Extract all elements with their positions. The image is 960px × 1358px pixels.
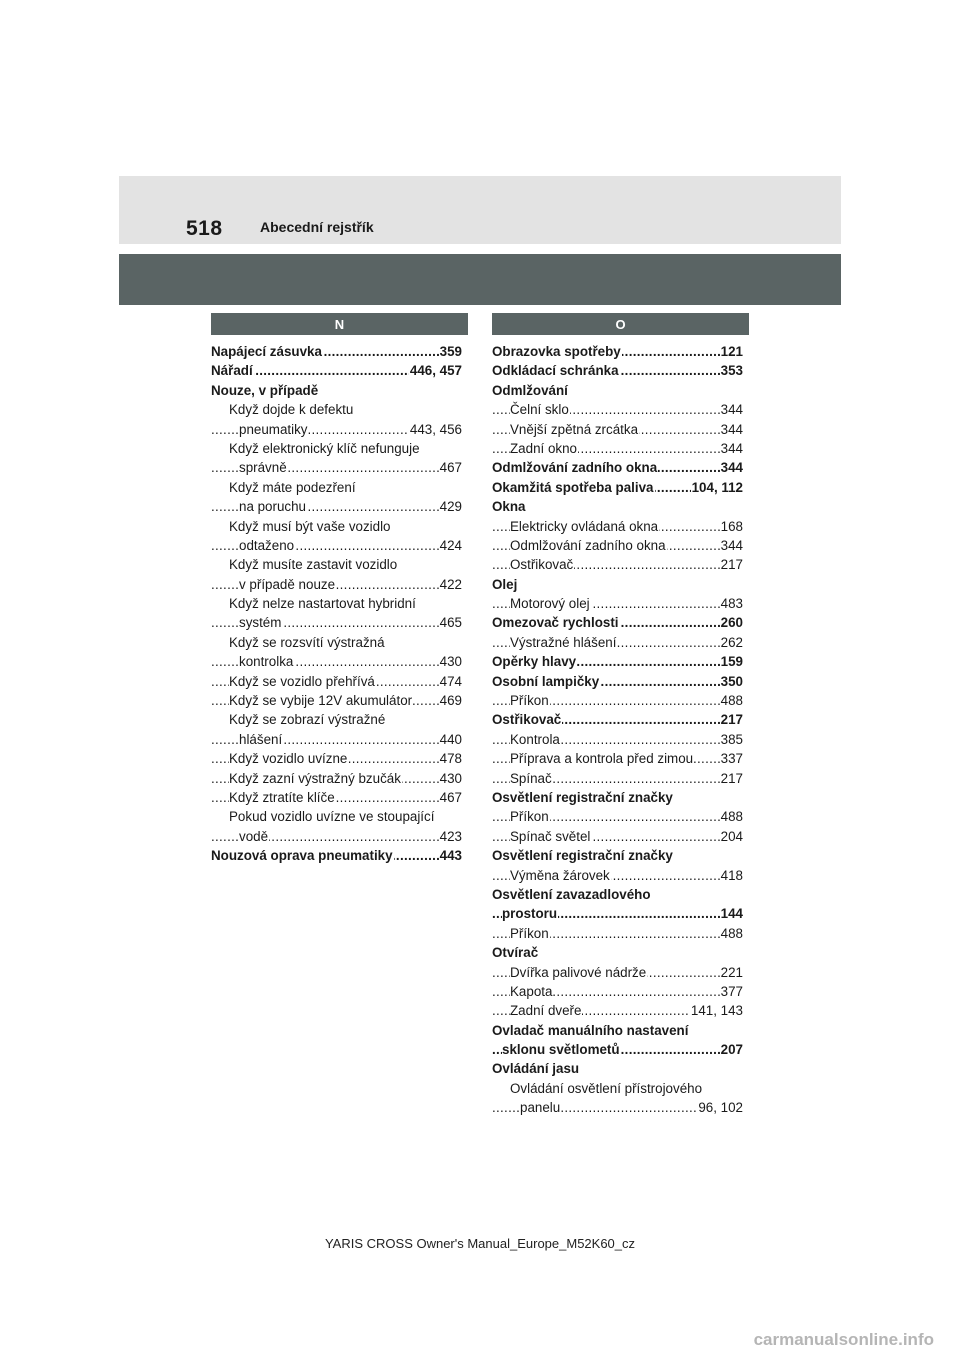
index-entry-page: 96, 102 bbox=[697, 1098, 743, 1117]
index-entry-text: Ovládání jasu bbox=[492, 1061, 580, 1077]
index-entry bbox=[211, 769, 462, 788]
index-entry-page: 429 bbox=[439, 497, 462, 516]
index-entry-text: Osvětlení registrační značky bbox=[492, 848, 673, 864]
index-entry-text: Obrazovka spotřeby bbox=[492, 344, 621, 359]
index-entry bbox=[492, 420, 743, 439]
index-entry-text: Když máte podezření bbox=[229, 479, 356, 495]
index-entry-page: 443, 456 bbox=[409, 420, 462, 439]
index-entry bbox=[492, 1098, 743, 1117]
index-entry-text: Odmlžování zadního okna bbox=[510, 537, 666, 553]
index-entry-text: panelu bbox=[520, 1100, 561, 1116]
index-entry bbox=[211, 420, 462, 439]
index-entry-text: Když musí být vaše vozidlo bbox=[229, 518, 391, 534]
index-entry bbox=[492, 1021, 743, 1040]
index-entry-text: Když musíte zastavit vozidlo bbox=[229, 557, 398, 573]
index-entry bbox=[492, 1059, 743, 1078]
index-entry-page: 488 bbox=[720, 691, 743, 710]
index-entry bbox=[492, 633, 743, 652]
index-entry-page: 359 bbox=[439, 342, 462, 361]
index-entry-page: 344 bbox=[720, 400, 743, 419]
index-entry-page: 217 bbox=[720, 555, 743, 574]
index-entry-text: Spínač světel bbox=[510, 828, 591, 844]
index-entry-page: 344 bbox=[720, 439, 743, 458]
index-entry-page: 385 bbox=[720, 730, 743, 749]
index-entry-page: 418 bbox=[720, 866, 743, 885]
index-entry-page: 159 bbox=[720, 652, 743, 671]
index-entry-text: pneumatiky bbox=[239, 421, 308, 437]
index-entry bbox=[211, 497, 462, 516]
index-entry-page: 260 bbox=[720, 613, 743, 632]
index-entry bbox=[492, 381, 743, 400]
index-entry-page: 430 bbox=[439, 652, 462, 671]
index-entry-text: Když elektronický klíč nefunguje bbox=[229, 440, 420, 456]
index-entry-text: Dvířka palivové nádrže bbox=[510, 964, 647, 980]
index-entry-page: 474 bbox=[439, 672, 462, 691]
index-entry-text: Čelní sklo bbox=[510, 402, 569, 418]
index-entry bbox=[211, 846, 462, 865]
section-title: Abecední rejstřík bbox=[260, 219, 374, 235]
watermark: carmanualsonline.info bbox=[753, 1330, 934, 1349]
index-entry-page: 467 bbox=[439, 458, 462, 477]
index-entry-text: Ovladač manuálního nastavení bbox=[492, 1022, 689, 1038]
index-entry bbox=[492, 652, 743, 671]
index-entry-page: 467 bbox=[439, 788, 462, 807]
index-entry bbox=[492, 769, 743, 788]
index-entry-text: Nouzová oprava pneumatiky bbox=[211, 848, 393, 864]
index-entry bbox=[211, 361, 462, 380]
index-entry bbox=[492, 555, 743, 574]
index-entry-text: Když se vybije 12V akumulátor bbox=[229, 693, 413, 709]
index-entry-text: na poruchu bbox=[239, 499, 307, 515]
index-entry bbox=[492, 536, 743, 555]
index-entry-text: Zadní okno bbox=[510, 440, 577, 456]
index-entry-text: vodě bbox=[239, 828, 269, 844]
index-entry bbox=[492, 594, 743, 613]
index-entry-text: Opěrky hlavy bbox=[492, 654, 577, 670]
index-entry bbox=[492, 827, 743, 846]
index-entry bbox=[492, 904, 743, 923]
index-entry-page: 141, 143 bbox=[690, 1001, 743, 1020]
index-entry bbox=[492, 710, 743, 729]
index-entry bbox=[492, 924, 743, 943]
index-entry-text: Když se rozsvítí výstražná bbox=[229, 634, 385, 650]
index-entry-text: Když zazní výstražný bzučák bbox=[229, 770, 401, 786]
index-entry bbox=[211, 613, 462, 632]
index-entry-text: Když se zobrazí výstražné bbox=[229, 712, 386, 728]
index-entry-text: Nářadí bbox=[211, 363, 253, 379]
index-entry-text: Když dojde k defektu bbox=[229, 402, 354, 418]
index-entry bbox=[492, 1079, 743, 1098]
index-entry-page: 217 bbox=[720, 769, 743, 788]
index-entry-text: hlášení bbox=[239, 731, 283, 747]
index-entry bbox=[211, 458, 462, 477]
index-entry-page: 440 bbox=[439, 730, 462, 749]
index-entry-page: 204 bbox=[720, 827, 743, 846]
index-entry-text: Když se vozidlo přehřívá bbox=[229, 673, 375, 689]
index-entry-text: Omezovač rychlosti bbox=[492, 615, 619, 631]
index-entry-page: 168 bbox=[720, 517, 743, 536]
index-entry-text: Když nelze nastartovat hybridní bbox=[229, 596, 416, 612]
index-entry bbox=[492, 943, 743, 962]
index-entry-page: 443 bbox=[439, 846, 462, 865]
index-entry-text: Elektricky ovládaná okna bbox=[510, 518, 659, 534]
index-entry bbox=[492, 1001, 743, 1020]
index-entry-page: 469 bbox=[439, 691, 462, 710]
index-entry bbox=[492, 575, 743, 594]
index-entry-page: 424 bbox=[439, 536, 462, 555]
index-entry-text: sklonu světlometů bbox=[502, 1042, 620, 1058]
index-entry-text: Zadní dveře bbox=[510, 1003, 582, 1019]
index-entry-page: 104, 112 bbox=[691, 478, 743, 497]
index-entry bbox=[492, 1040, 743, 1059]
index-entry-page: 207 bbox=[720, 1040, 743, 1059]
index-entry bbox=[211, 517, 462, 536]
index-entry-text: Výměna žárovek bbox=[510, 867, 610, 883]
index-entry bbox=[211, 575, 462, 594]
index-entry-text: Kontrola bbox=[510, 731, 560, 747]
index-entry bbox=[211, 827, 462, 846]
index-entry bbox=[492, 788, 743, 807]
index-entry bbox=[211, 478, 462, 497]
index-entry bbox=[492, 963, 743, 982]
index-entry-text: Příkon bbox=[510, 925, 549, 941]
index-entry-page: 377 bbox=[720, 982, 743, 1001]
index-entry bbox=[492, 517, 743, 536]
index-entry-text: odtaženo bbox=[239, 537, 295, 553]
index-entry bbox=[492, 866, 743, 885]
index-entry bbox=[211, 633, 462, 652]
index-entry bbox=[211, 807, 462, 826]
index-entry bbox=[492, 497, 743, 516]
index-entry bbox=[492, 613, 743, 632]
index-entry bbox=[211, 730, 462, 749]
index-entry bbox=[492, 749, 743, 768]
index-entry-text: Okna bbox=[492, 499, 526, 515]
index-entry bbox=[211, 788, 462, 807]
index-entry-text: Odmlžování bbox=[492, 382, 568, 398]
index-entry bbox=[492, 361, 743, 380]
index-entry-text: systém bbox=[239, 615, 282, 631]
index-entry bbox=[492, 982, 743, 1001]
index-entry-text: Spínač bbox=[510, 770, 552, 786]
index-entry-text: Nouze, v případě bbox=[211, 382, 319, 398]
index-entry-page: 221 bbox=[720, 963, 743, 982]
index-entry bbox=[211, 400, 462, 419]
index-entry-text: Motorový olej bbox=[510, 596, 590, 612]
index-entry bbox=[492, 672, 743, 691]
index-entry bbox=[211, 439, 462, 458]
index-entry-page: 350 bbox=[720, 672, 743, 691]
index-entry bbox=[492, 807, 743, 826]
index-entry-page: 488 bbox=[720, 807, 743, 826]
letter-heading-o: O bbox=[492, 313, 749, 335]
index-entry-text: Pokud vozidlo uvízne ve stoupající bbox=[229, 809, 435, 825]
index-entry bbox=[211, 594, 462, 613]
index-entry bbox=[211, 381, 462, 400]
index-entry bbox=[211, 749, 462, 768]
index-entry bbox=[211, 536, 462, 555]
index-entry-page: 344 bbox=[720, 536, 743, 555]
index-entry bbox=[492, 458, 743, 477]
index-column-o bbox=[492, 342, 743, 1118]
index-entry-text: Odkládací schránka bbox=[492, 363, 619, 379]
index-entry bbox=[211, 555, 462, 574]
index-entry bbox=[211, 691, 462, 710]
header-top-band bbox=[119, 176, 841, 244]
index-entry bbox=[492, 885, 743, 904]
index-entry-text: Okamžitá spotřeba paliva bbox=[492, 479, 654, 495]
index-entry-page: 465 bbox=[439, 613, 462, 632]
index-entry-text: Když vozidlo uvízne bbox=[229, 751, 348, 767]
index-entry-text: Výstražné hlášení bbox=[510, 634, 617, 650]
index-entry-page: 344 bbox=[720, 458, 743, 477]
index-entry-text: správně bbox=[239, 460, 287, 476]
index-entry-text: Ostřikovač bbox=[510, 557, 574, 573]
index-entry-page: 344 bbox=[720, 420, 743, 439]
index-entry-page: 430 bbox=[439, 769, 462, 788]
index-entry-page: 337 bbox=[720, 749, 743, 768]
index-entry bbox=[492, 730, 743, 749]
index-column-n bbox=[211, 342, 462, 866]
index-entry-text: v případě nouze bbox=[239, 576, 336, 592]
index-entry bbox=[211, 672, 462, 691]
index-entry bbox=[211, 342, 462, 361]
index-entry-text: Ovládání osvětlení přístrojového bbox=[510, 1080, 703, 1096]
page-number: 518 bbox=[186, 217, 223, 240]
index-entry-page: 144 bbox=[720, 904, 743, 923]
header-dark-band bbox=[119, 254, 841, 305]
index-entry-page: 488 bbox=[720, 924, 743, 943]
index-entry-page: 483 bbox=[720, 594, 743, 613]
index-entry-text: Vnější zpětná zrcátka bbox=[510, 421, 639, 437]
index-entry-page: 262 bbox=[720, 633, 743, 652]
index-entry bbox=[492, 478, 743, 497]
index-entry bbox=[492, 846, 743, 865]
index-entry-text: Ostřikovač bbox=[492, 712, 562, 728]
index-entry-text: Když ztratíte klíče bbox=[229, 789, 335, 805]
index-entry-text: Osvětlení registrační značky bbox=[492, 789, 673, 805]
index-entry-page: 422 bbox=[439, 575, 462, 594]
index-entry-text: Otvírač bbox=[492, 945, 539, 961]
index-entry-text: Olej bbox=[492, 576, 518, 592]
footer-manual-name: YARIS CROSS Owner's Manual_Europe_M52K60_cz bbox=[324, 1236, 636, 1251]
index-entry bbox=[492, 342, 743, 361]
index-entry bbox=[492, 400, 743, 419]
index-entry-page: 121 bbox=[720, 342, 743, 361]
index-entry-page: 353 bbox=[720, 361, 743, 380]
index-entry-text: Kapota bbox=[510, 983, 553, 999]
index-entry-page: 446, 457 bbox=[409, 361, 462, 380]
index-entry bbox=[492, 691, 743, 710]
index-entry-text: Příkon bbox=[510, 809, 549, 825]
index-entry-text: Příprava a kontrola před zimou bbox=[510, 751, 694, 767]
index-entry-text: Napájecí zásuvka bbox=[211, 344, 322, 359]
index-entry-text: Odmlžování zadního okna bbox=[492, 460, 658, 476]
index-entry bbox=[492, 439, 743, 458]
index-entry-page: 423 bbox=[439, 827, 462, 846]
index-entry-text: prostoru bbox=[502, 906, 558, 922]
index-entry-text: Osobní lampičky bbox=[492, 673, 600, 689]
index-entry-text: Příkon bbox=[510, 693, 549, 709]
index-entry-page: 478 bbox=[439, 749, 462, 768]
index-entry-text: kontrolka bbox=[239, 654, 294, 670]
index-entry bbox=[211, 710, 462, 729]
index-entry bbox=[211, 652, 462, 671]
index-entry-text: Osvětlení zavazadlového bbox=[492, 886, 651, 902]
index-entry-page: 217 bbox=[720, 710, 743, 729]
letter-heading-n: N bbox=[211, 313, 468, 335]
